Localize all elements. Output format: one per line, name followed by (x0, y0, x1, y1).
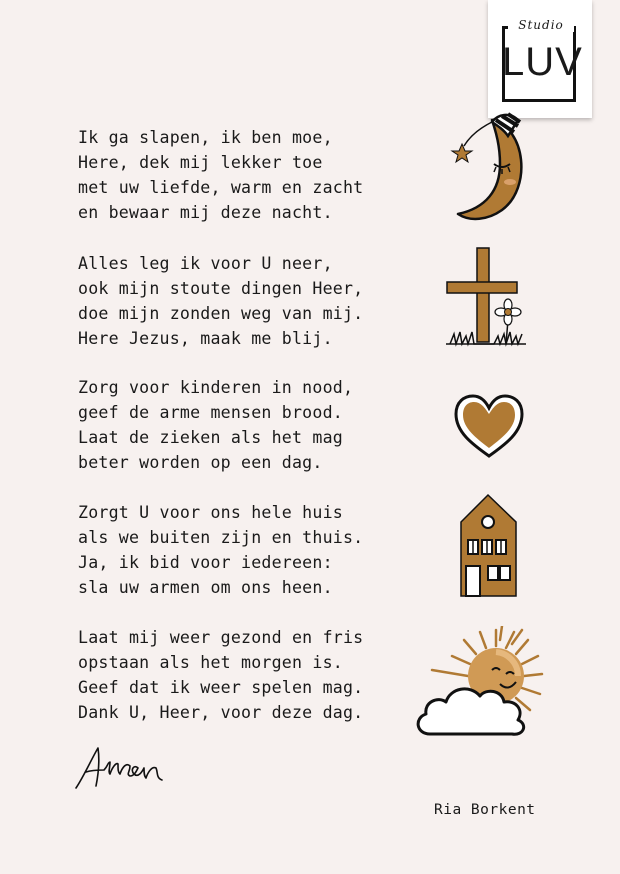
moon-icon (444, 106, 534, 226)
poem-line: met uw liefde, warm en zacht (78, 178, 364, 197)
amen-signature (74, 742, 164, 792)
brand-logo (488, 0, 592, 118)
poem-line: als we buiten zijn en thuis. (78, 528, 364, 547)
stanza-5 (78, 625, 363, 725)
poem-line: ook mijn stoute dingen Heer, (78, 279, 364, 298)
house-icon (458, 492, 520, 600)
poem-line: Here Jezus, maak me blij. (78, 329, 333, 348)
stanza-1 (78, 125, 363, 225)
stanza-2 (78, 251, 363, 351)
poem-line: Alles leg ik voor U neer, (78, 254, 333, 273)
poem-line: opstaan als het morgen is. (78, 653, 343, 672)
poem-line: doe mijn zonden weg van mij. (78, 304, 364, 323)
poem-line: Here, dek mij lekker toe (78, 153, 323, 172)
poem-line: Laat mij weer gezond en fris (78, 628, 364, 647)
poem-line: Ik ga slapen, ik ben moe, (78, 128, 333, 147)
poem-line: geef de arme mensen brood. (78, 403, 343, 422)
poem-line: Dank U, Heer, voor deze dag. (78, 703, 364, 722)
author-name: Ria Borkent (434, 802, 536, 818)
logo-small-text: Studio (508, 18, 574, 32)
poem-line: Ja, ik bid voor iedereen: (78, 553, 333, 572)
poem-line: Zorgt U voor ons hele huis (78, 503, 343, 522)
heart-icon (452, 392, 526, 462)
sun-cloud-icon (412, 626, 548, 740)
poem-line: en bewaar mij deze nacht. (78, 203, 333, 222)
poem-line: beter worden op een dag. (78, 453, 323, 472)
logo-big-text: LUV (502, 40, 583, 84)
stanza-3 (78, 375, 353, 475)
poem-line: Geef dat ik weer spelen mag. (78, 678, 364, 697)
poem-line: sla uw armen om ons heen. (78, 578, 333, 597)
cross-icon (444, 246, 528, 350)
stanza-4 (78, 500, 363, 600)
poem-line: Zorg voor kinderen in nood, (78, 378, 354, 397)
poem-line: Laat de zieken als het mag (78, 428, 343, 447)
